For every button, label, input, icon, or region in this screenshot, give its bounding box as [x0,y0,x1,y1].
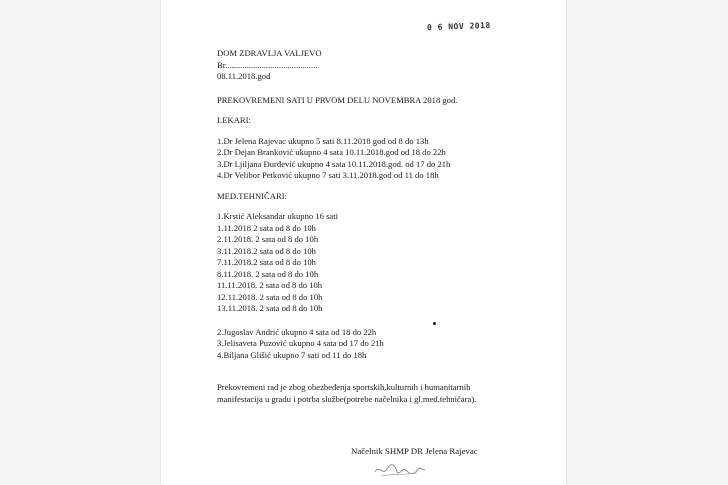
note-line: Prekovremeni rad je zbog obezbeđenja sportskih,kulturnih i humanitarnih [217,382,471,392]
krstic-entry: 2.11.2018. 2 sata od 8 do 10h [217,234,319,244]
tehnicar-item: 3.Jelisaveta Puzović ukupno 4 sata od 17 do 21h [217,338,384,348]
signatory-name: Načelnik SHMP DR Jelena Rajevac [351,446,478,456]
tehnicar-item: 2.Jugoslav Andrić ukupno 4 sata od 18 do 22h [217,326,377,337]
lekari-item: 1.Dr Jelena Rajevac ukupno 5 sati 8.11.2018 god od 8 do 13h [217,135,429,146]
document-title: PREKOVREMENI SATI U PRVOM DELU NOVEMBRA 2018 god. [217,94,458,105]
krstic-entry: 11.11.2018. 2 sata od 8 do 10h [217,280,323,290]
krstic-entry: 1.11.2018 2 sata od 8 do 10h [217,222,316,233]
note-line: manifestacija u gradu i potrba službe(potrebe načelnika i gl.med.tehničara). [217,393,477,404]
krstic-entry: 12.11.2018. 2 sata od 8 do 10h [217,291,323,302]
tehnicari-heading: MED.TEHNIČARI: [217,190,287,201]
org-name: DOM ZDRAVLJA VALJEVO [217,48,322,58]
document-page [161,0,566,485]
krstic-entry: 3.11.2018.2 sata od 8 do 10h [217,245,316,256]
lekari-item: 2.Dr Dejan Branković ukupno 4 sata 10.11.2018.god od 18 do 22h [217,147,446,157]
ink-dot [433,322,436,325]
document-date: 08.11.2018.god [217,71,271,81]
krstic-entry: 8.11.2018. 2 sata od 8 do 10h [217,268,319,279]
krstic-title: 1.Krstić Aleksandar ukupno 16 sati [217,211,339,221]
krstic-entry: 13.11.2018. 2 sata od 8 do 10h [217,303,323,313]
handwritten-signature [373,460,433,485]
krstic-entry: 7.11.2018.2 sata od 8 do 10h [217,257,316,267]
lekari-heading: LEKARI: [217,115,251,125]
document-body [217,48,557,405]
lekari-item: 4.Dr Velibor Petković ukupno 7 sati 3.11.2018.god od 11 do 18h [217,170,439,180]
lekari-item: 3.Dr Ljiljana Đurđević ukupno 4 sata 10.11.2018.god. od 17 do 21h [217,158,451,169]
reference-number: Br........................................... [217,59,318,70]
date-stamp: 0 6 NOV 2018 [426,20,491,33]
tehnicar-item: 4.Biljana Glišić ukupno 7 sati od 11 do 18h [217,349,367,360]
